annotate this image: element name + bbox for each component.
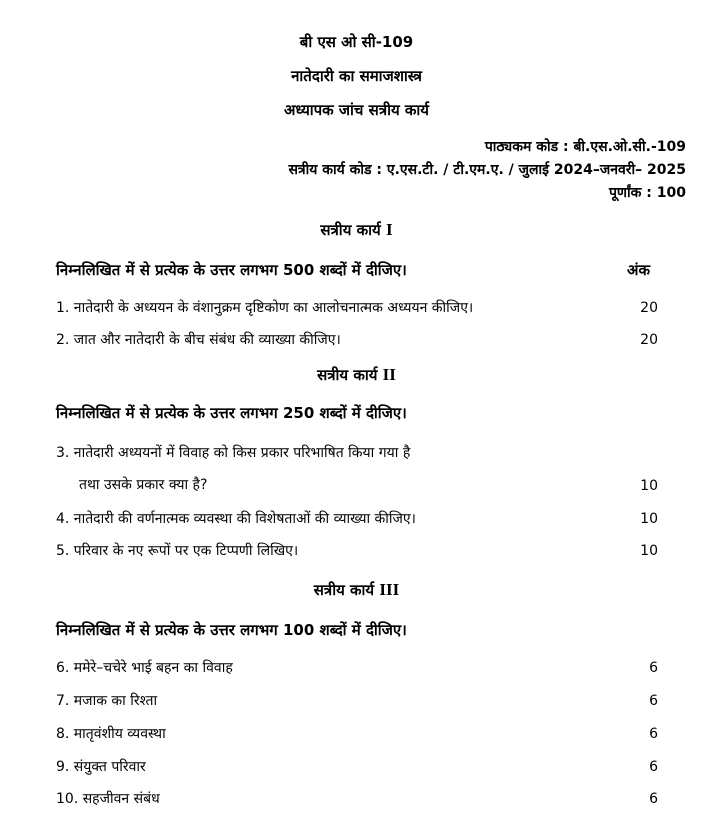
course-title: नातेदारी का समाजशास्त्र — [291, 67, 422, 85]
question-item-continuation: तथा उसके प्रकार क्या है? — [79, 477, 208, 493]
section-instruction: निम्नलिखित में से प्रत्येक के उत्तर लगभग 500 शब्दों में दीजिए। — [56, 261, 407, 279]
max-marks-label: पूर्णांक : 100 — [608, 185, 686, 201]
section-roman-numeral: III — [379, 580, 400, 599]
course-code-heading: बी एस ओ सी-109 — [299, 33, 414, 51]
question-marks: 6 — [649, 759, 658, 775]
question-item: 4. नातेदारी की वर्णनात्मक व्यवस्था की विशेषताओं की व्याख्या कीजिए। — [56, 511, 416, 527]
question-marks: 10 — [640, 543, 658, 559]
section-heading-label: सत्रीय कार्य — [320, 221, 381, 239]
section-roman-numeral: I — [385, 220, 393, 239]
question-item: 6. ममेरे–चचेरे भाई बहन का विवाह — [56, 660, 233, 676]
question-marks: 6 — [649, 660, 658, 676]
question-marks: 6 — [649, 791, 658, 807]
section-heading — [0, 365, 713, 385]
question-item: 9. संयुक्त परिवार — [56, 759, 146, 775]
question-item: 8. मातृवंशीय व्यवस्था — [56, 726, 166, 742]
section-instruction: निम्नलिखित में से प्रत्येक के उत्तर लगभग 250 शब्दों में दीजिए। — [56, 404, 407, 422]
course-code-label: पाठ्यकम कोड : बी.एस.ओ.सी.-109 — [484, 139, 686, 155]
section-roman-numeral: II — [382, 365, 396, 384]
question-item: 2. जात और नातेदारी के बीच संबंध की व्याख्या कीजिए। — [56, 332, 341, 348]
marks-column-header: अंक — [627, 261, 650, 279]
question-item: 3. नातेदारी अध्ययनों में विवाह को किस प्रकार परिभाषित किया गया है — [56, 445, 411, 461]
question-marks: 10 — [640, 478, 658, 494]
question-item: 1. नातेदारी के अध्ययन के वंशानुक्रम दृष्टिकोण का आलोचनात्मक अध्ययन कीजिए। — [56, 300, 474, 316]
assignment-code-label: सत्रीय कार्य कोड : ए.एस.टी. / टी.एम.ए. / जुलाई 2024–जनवरी– 2025 — [288, 162, 686, 178]
section-heading-label: सत्रीय कार्य — [317, 366, 378, 384]
question-marks: 6 — [649, 726, 658, 742]
question-item: 10. सहजीवन संबंध — [56, 791, 160, 807]
section-heading — [0, 580, 713, 600]
section-heading-label: सत्रीय कार्य — [313, 581, 375, 599]
section-heading — [0, 220, 713, 240]
question-marks: 6 — [649, 693, 658, 709]
question-marks: 10 — [640, 511, 658, 527]
question-item: 7. मजाक का रिश्ता — [56, 693, 158, 709]
assignment-title: अध्यापक जांच सत्रीय कार्य — [283, 101, 430, 119]
question-marks: 20 — [640, 332, 658, 348]
section-instruction: निम्नलिखित में से प्रत्येक के उत्तर लगभग 100 शब्दों में दीजिए। — [56, 621, 407, 639]
question-item: 5. परिवार के नए रूपों पर एक टिप्पणी लिखिए। — [56, 543, 299, 559]
question-marks: 20 — [640, 300, 658, 316]
